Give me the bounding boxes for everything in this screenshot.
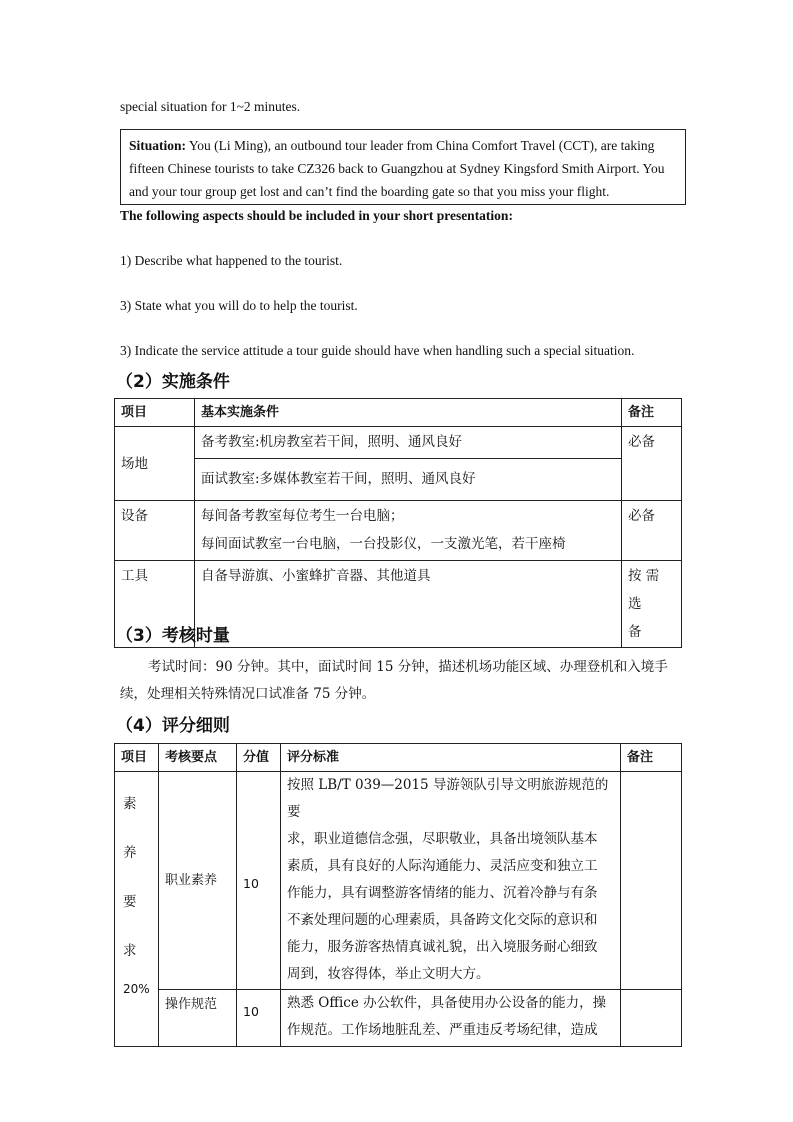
conditions-table xyxy=(114,398,682,648)
venue-item: 场地 xyxy=(115,427,195,501)
category-char: 养 xyxy=(123,845,137,861)
venue-note: 必备 xyxy=(622,427,682,501)
scoring-table xyxy=(114,743,682,1047)
point-cell: 操作规范 xyxy=(159,990,237,1047)
table-header: 基本实施条件 xyxy=(195,399,622,427)
tools-note-line: 按 需 选 xyxy=(628,568,660,612)
category-char: 素 xyxy=(123,796,137,812)
criteria-line: 周到，妆容得体，举止文明大方。 xyxy=(287,966,490,982)
category-percent: 20% xyxy=(123,982,150,996)
tools-content: 自备导游旗、小蜜蜂扩音器、其他道具 xyxy=(195,561,622,648)
score-cell: 10 xyxy=(237,772,281,990)
criteria-line: 作能力，具有调整游客情绪的能力、沉着冷静与有条 xyxy=(287,885,598,901)
situation-box xyxy=(120,129,686,205)
intro-line: special situation for 1~2 minutes. xyxy=(120,99,301,114)
tools-item: 工具 xyxy=(115,561,195,648)
table-header: 分值 xyxy=(237,744,281,772)
table-header: 项目 xyxy=(115,744,159,772)
criteria-line: 按照 LB/T 039—2015 导游领队引导文明旅游规范的要 xyxy=(287,777,609,820)
criteria-cell xyxy=(281,772,621,990)
aspect-item: 1) Describe what happened to the tourist. xyxy=(120,253,343,268)
note-cell xyxy=(621,772,682,990)
tools-note xyxy=(622,561,682,648)
aspect-item: 3) Indicate the service attitude a tour guide should have when handling such a special situation. xyxy=(120,343,635,358)
criteria-line: 作规范。工作场地脏乱差、严重违反考场纪律，造成 xyxy=(287,1022,598,1038)
note-cell xyxy=(621,990,682,1047)
section-title: （2）实施条件 xyxy=(116,372,230,392)
point-cell: 职业素养 xyxy=(159,772,237,990)
table-header: 评分标准 xyxy=(281,744,621,772)
criteria-line: 求，职业道德信念强，尽职敬业，具备出境领队基本 xyxy=(287,831,598,847)
tools-note-line: 备 xyxy=(628,624,642,640)
category-cell xyxy=(115,772,159,1047)
criteria-cell xyxy=(281,990,621,1047)
duration-line-1: 考试时间：90 分钟。其中，面试时间 15 分钟，描述机场功能区域、办理登机和入境手 xyxy=(148,659,668,675)
criteria-line: 熟悉 Office 办公软件，具备使用办公设备的能力，操 xyxy=(287,995,607,1011)
venue-row-2: 面试教室:多媒体教室若干间，照明、通风良好 xyxy=(195,459,622,501)
aspect-item: 3) State what you will do to help the tourist. xyxy=(120,298,358,313)
situation-text: You (Li Ming), an outbound tour leader from China Comfort Travel (CCT), are taking fifteen Chinese tourists to take CZ326 back to Guangzhou at Sydney Kingsford Smith Airport. You and your tour group get lost and can’t find the boarding gate so that you miss your flight. xyxy=(129,138,665,199)
equipment-content xyxy=(195,501,622,561)
equipment-item: 设备 xyxy=(115,501,195,561)
criteria-line: 素质，具有良好的人际沟通能力、灵活应变和独立工 xyxy=(287,858,598,874)
table-header: 备注 xyxy=(622,399,682,427)
venue-row-1: 备考教室:机房教室若干间，照明、通风良好 xyxy=(195,427,622,459)
category-char: 要 xyxy=(123,894,137,910)
equipment-note: 必备 xyxy=(622,501,682,561)
section-title: （3）考核时量 xyxy=(116,626,230,646)
criteria-line: 不紊处理问题的心理素质，具备跨文化交际的意识和 xyxy=(287,912,598,928)
table-header: 备注 xyxy=(621,744,682,772)
score-cell: 10 xyxy=(237,990,281,1047)
situation-label: Situation: xyxy=(129,138,187,153)
duration-line-2: 续，处理相关特殊情况口试准备 75 分钟。 xyxy=(120,686,376,702)
section-title: （4）评分细则 xyxy=(116,716,230,736)
category-char: 求 xyxy=(123,943,137,959)
equipment-line: 每间面试教室一台电脑，一台投影仪，一支激光笔，若干座椅 xyxy=(201,536,566,552)
table-header: 考核要点 xyxy=(159,744,237,772)
aspects-heading: The following aspects should be included in your short presentation: xyxy=(120,208,513,223)
criteria-line: 能力，服务游客热情真诚礼貌，出入境服务耐心细致 xyxy=(287,939,598,955)
table-header: 项目 xyxy=(115,399,195,427)
equipment-line: 每间备考教室每位考生一台电脑； xyxy=(201,508,404,524)
